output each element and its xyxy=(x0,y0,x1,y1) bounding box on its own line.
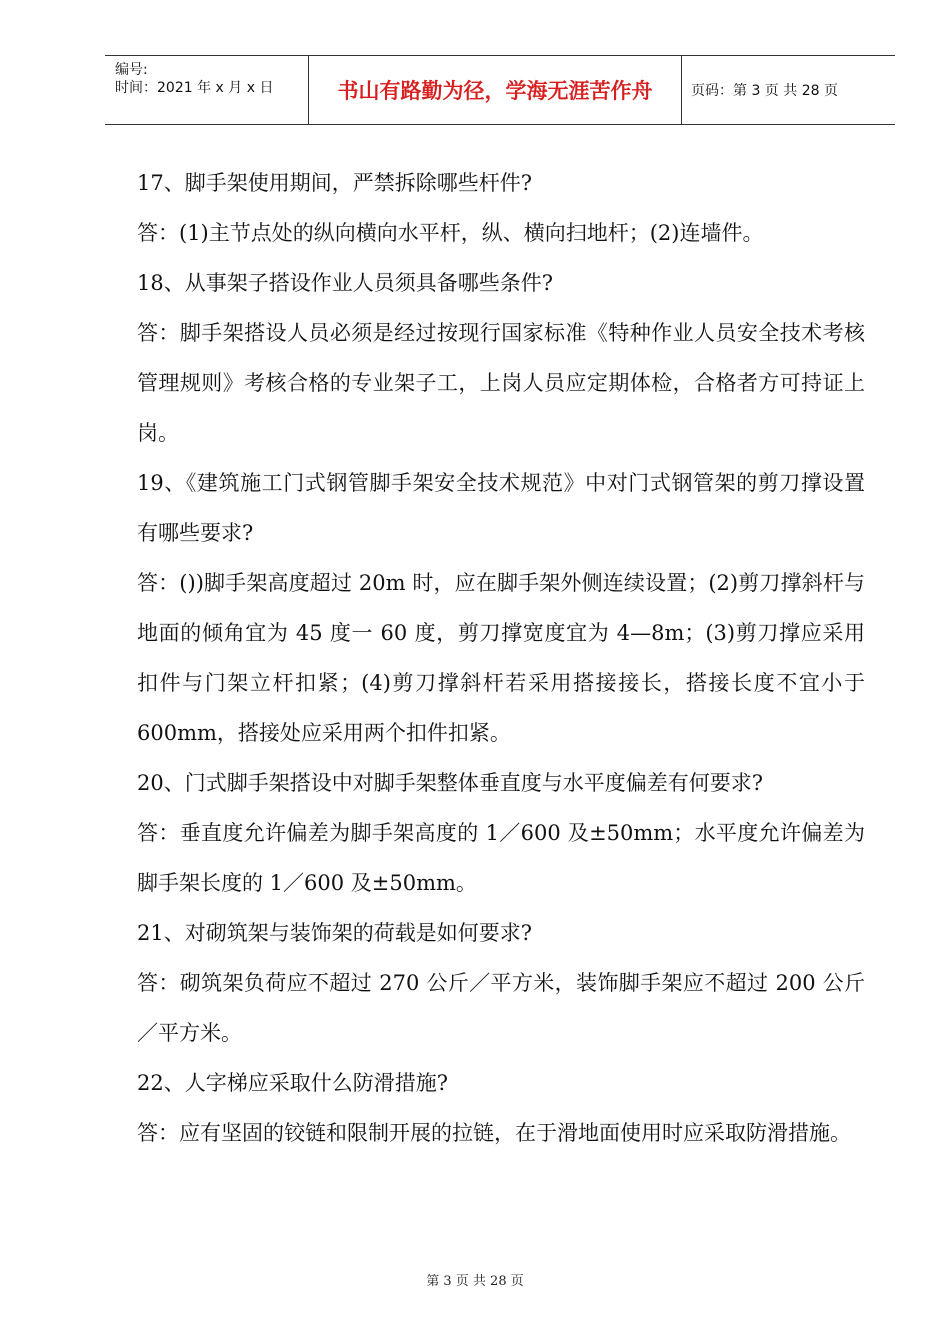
header-meta xyxy=(105,56,305,124)
header-page-info: 页码：第 3 页 共 28 页 xyxy=(691,83,838,99)
page-header xyxy=(105,55,895,125)
answer-22: 答：应有坚固的铰链和限制开展的拉链，在于滑地面使用时应采取防滑措施。 xyxy=(137,1121,851,1145)
question-21: 21、对砌筑架与装饰架的荷载是如何要求? xyxy=(137,921,532,945)
time-label: 时间：2021 年 x 月 x 日 xyxy=(115,80,274,96)
question-18: 18、从事架子搭设作业人员须具备哪些条件? xyxy=(137,271,553,295)
question-17: 17、脚手架使用期间，严禁拆除哪些杆件? xyxy=(137,171,532,195)
answer-21: 答：砌筑架负荷应不超过 270 公斤／平方米，装饰脚手架应不超过 200 公斤／平方米。 xyxy=(137,971,865,1045)
question-19: 19、《建筑施工门式钢管脚手架安全技术规范》中对门式钢管架的剪刀撑设置有哪些要求? xyxy=(137,471,865,545)
answer-20: 答：垂直度允许偏差为脚手架高度的 1／600 及±50mm；水平度允许偏差为脚手架长度的 1／600 及±50mm。 xyxy=(137,821,865,895)
number-label: 编号: xyxy=(115,62,148,78)
page-footer: 第 3 页 共 28 页 xyxy=(426,1274,524,1289)
header-motto: 书山有路勤为径，学海无涯苦作舟 xyxy=(308,56,682,124)
answer-17: 答：(1)主节点处的纵向横向水平杆，纵、横向扫地杆；(2)连墙件。 xyxy=(137,221,764,245)
question-20: 20、门式脚手架搭设中对脚手架整体垂直度与水平度偏差有何要求? xyxy=(137,771,763,795)
document-body xyxy=(137,158,865,1158)
answer-18: 答：脚手架搭设人员必须是经过按现行国家标准《特种作业人员安全技术考核管理规则》考核合格的专业架子工，上岗人员应定期体检，合格者方可持证上岗。 xyxy=(137,321,865,445)
answer-19: 答：())脚手架高度超过 20m 时，应在脚手架外侧连续设置；(2)剪刀撑斜杆与地面的倾角宜为 45 度一 60 度，剪刀撑宽度宜为 4—8m；(3)剪刀撑应采用扣件与门架立杆扣紧；(4)剪刀撑斜杆若采用搭接接长，搭接长度不宜小于 600mm，搭接处应采用两个扣件扣紧。 xyxy=(137,571,865,745)
question-22: 22、人字梯应采取什么防滑措施? xyxy=(137,1071,448,1095)
